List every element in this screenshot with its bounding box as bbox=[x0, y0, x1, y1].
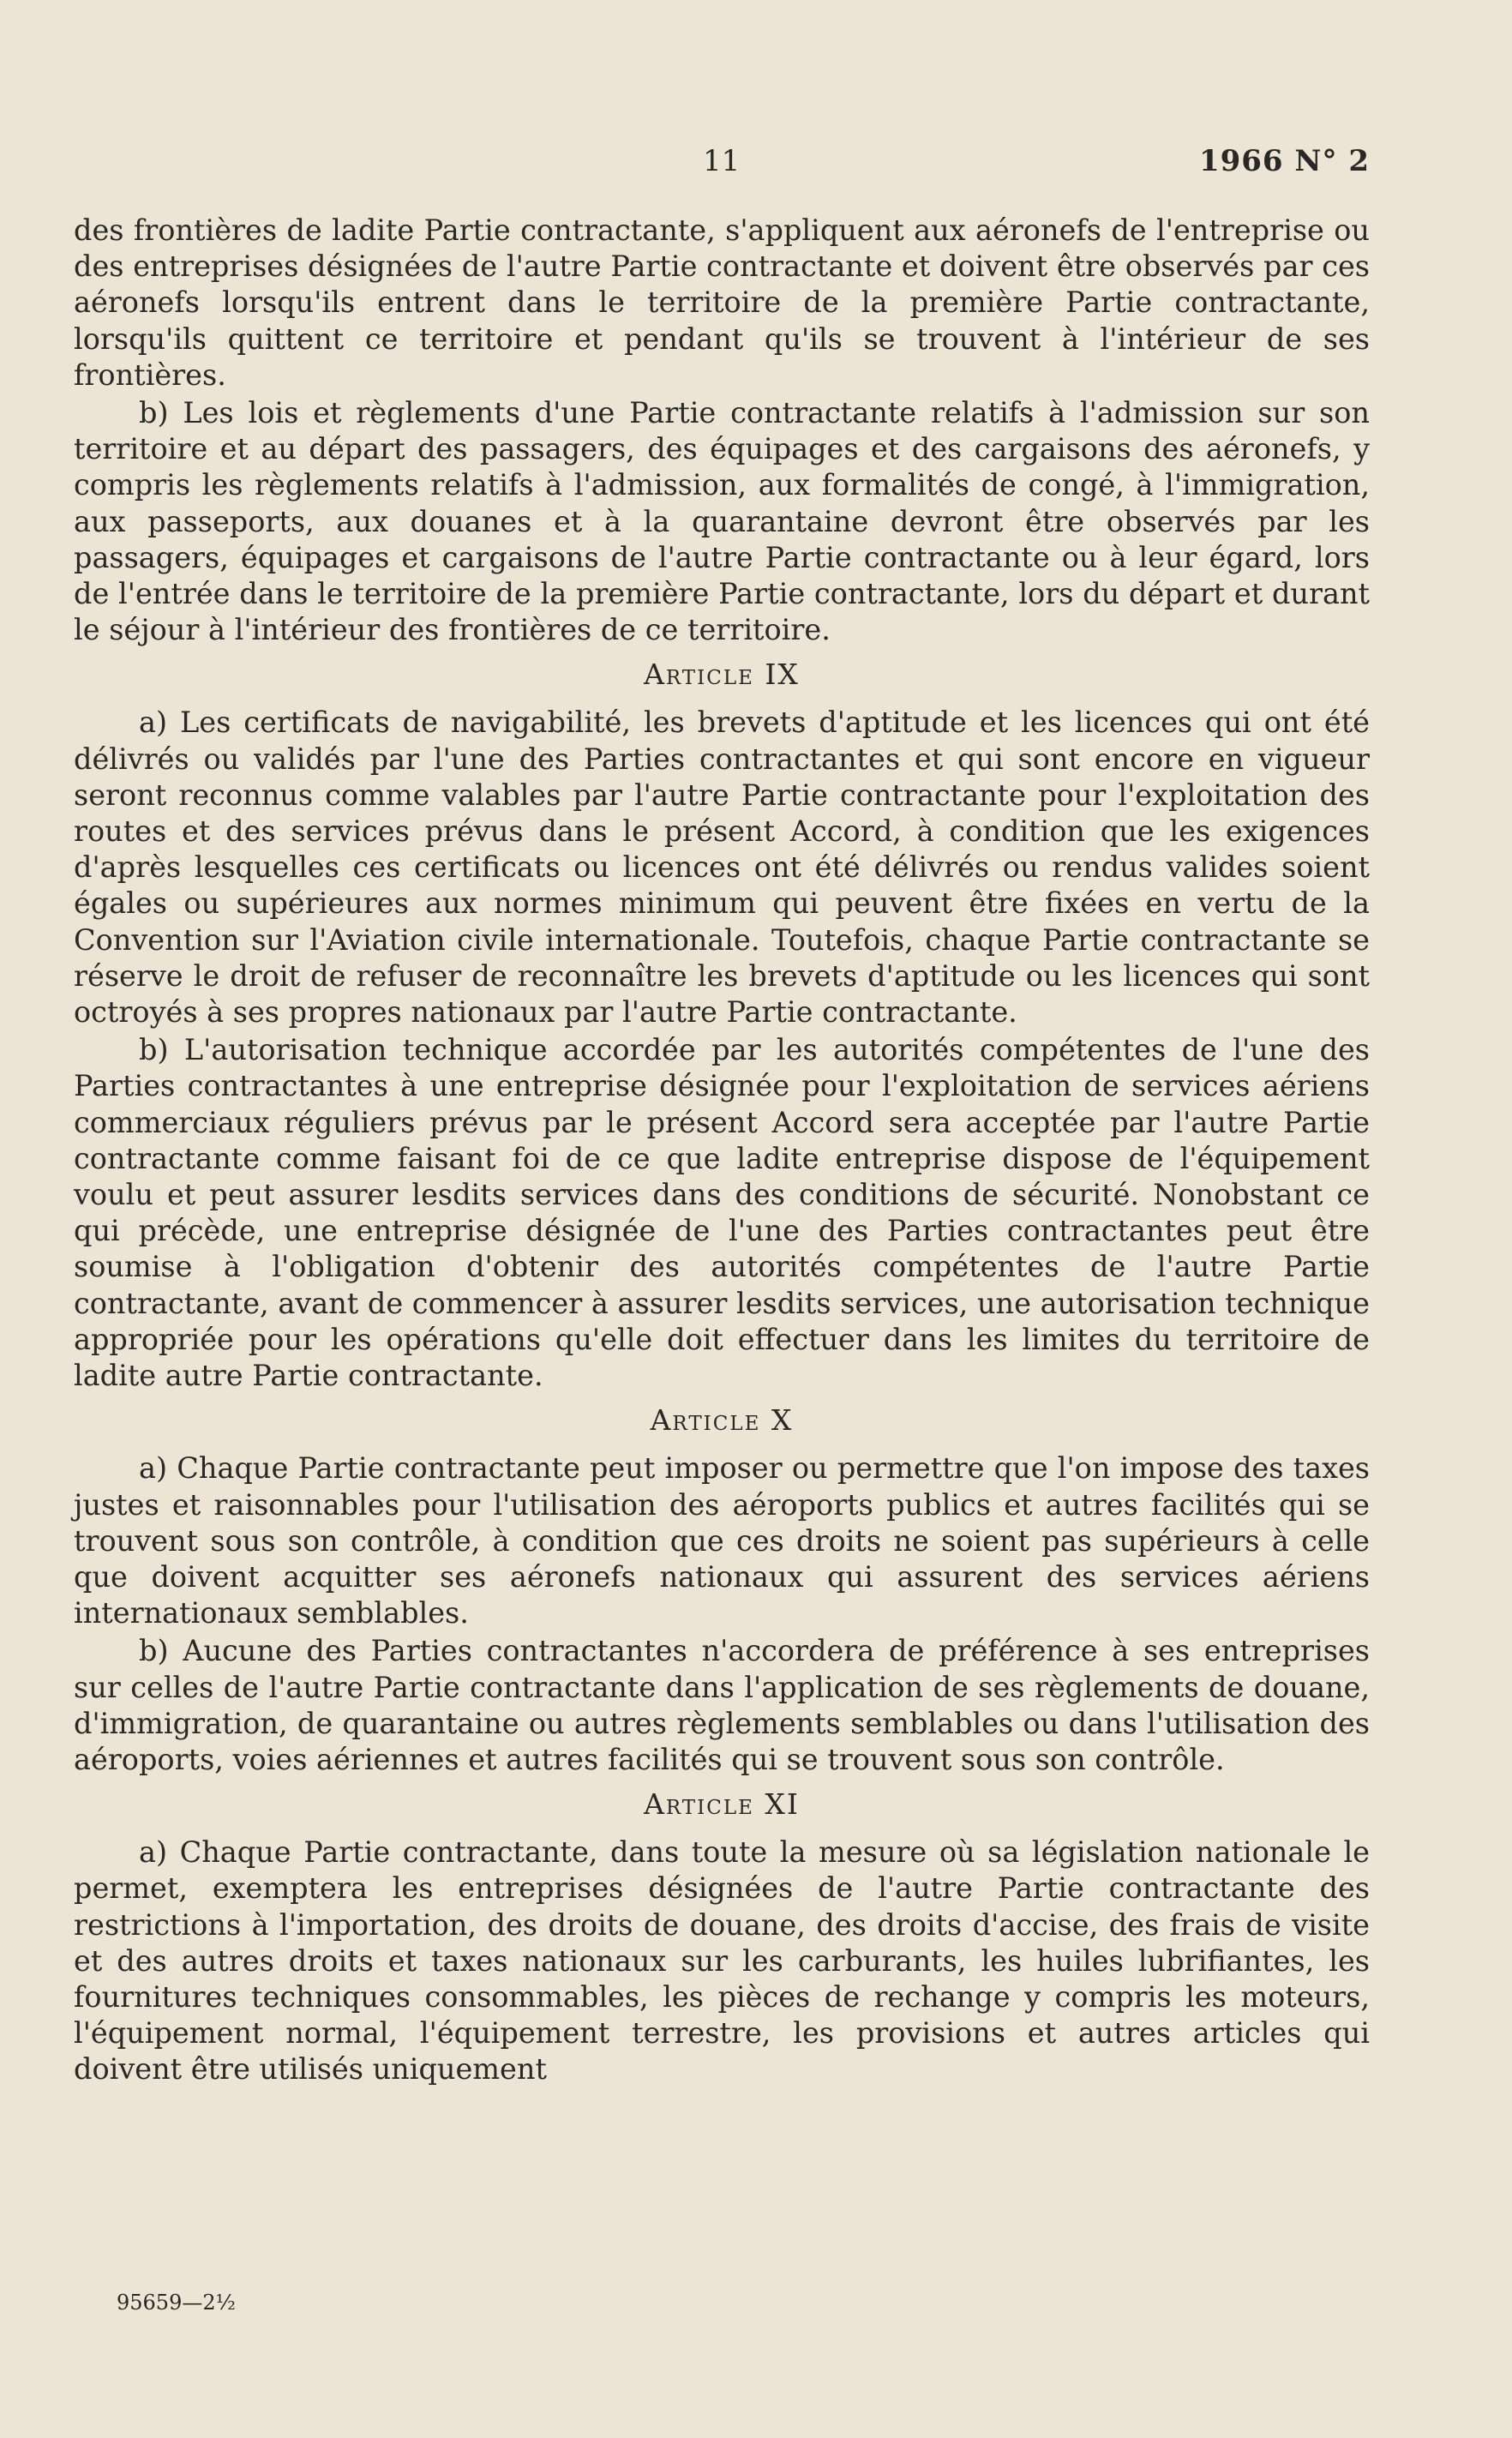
paragraph-8b: b) Les lois et règlements d'une Partie contractante relatifs à l'admission sur son territoire et au départ des passagers, des équipages et des cargaisons des aéronefs, y compris les règlements relatifs à l'admission, aux formalités de congé, à l'immigration, aux passeports, aux douanes et à la quarantaine devront être observés par les passagers, équipages et cargaisons de l'autre Partie contractante ou à leur égard, lors de l'entrée dans le territoire de la première Partie contractante, lors du départ et durant le séjour à l'intérieur des frontières de ce territoire. bbox=[74, 396, 1370, 647]
article-10-heading: Article X bbox=[650, 1403, 794, 1438]
paragraph-9b: b) L'autorisation technique accordée par les autorités compétentes de l'une des Parties contractantes à une entreprise désignée pour l'exploitation de services aériens commerciaux réguliers prévus par le présent Accord sera acceptée par l'autre Partie contractante comme faisant foi de ce que ladite entreprise dispose de l'équipement voulu et peut assurer lesdits services dans des conditions de sécurité. Nonobstant ce qui précède, une entreprise désignée de l'une des Parties contractantes peut être soumise à l'obligation d'obtenir des autorités compétentes de l'autre Partie contractante, avant de commencer à assurer lesdits services, une autorisation technique appropriée pour les opérations qu'elle doit effectuer dans les limites du territoire de ladite autre Partie contractante. bbox=[74, 1033, 1370, 1393]
paragraph-11a: a) Chaque Partie contractante, dans toute la mesure où sa législation nationale le permet, exemptera les entreprises désignées de l'autre Partie contractante des restrictions à l'importation, des droits de douane, des droits d'accise, des frais de visite et des autres droits et taxes nationaux sur les carburants, les huiles lubrifiantes, les fournitures techniques consommables, les pièces de rechange y compris les moteurs, l'équipement normal, l'équipement terrestre, les provisions et autres articles qui doivent être utilisés uniquement bbox=[74, 1835, 1370, 2087]
paragraph-9a: a) Les certificats de navigabilité, les brevets d'aptitude et les licences qui ont été délivrés ou validés par l'une des Parties contractantes et qui sont encore en vigueur seront reconnus comme valables par l'autre Partie contractante pour l'exploitation des routes et des services prévus dans le présent Accord, à condition que les exigences d'après lesquelles ces certificats ou licences ont été délivrés ou rendus valides soient égales ou supérieures aux normes minimum qui peuvent être fixées en vertu de la Convention sur l'Aviation civile internationale. Toutefois, chaque Partie contractante se réserve le droit de refuser de reconnaître les brevets d'aptitude ou les licences qui sont octroyés à ses propres nationaux par l'autre Partie contractante. bbox=[74, 706, 1370, 1030]
document-body bbox=[74, 213, 1370, 2088]
paragraph-continuation: des frontières de ladite Partie contractante, s'appliquent aux aéronefs de l'entreprise ou des entreprises désignées de l'autre Partie contractante et doivent être observés par ces aéronefs lorsqu'ils entrent dans le territoire de la première Partie contractante, lorsqu'ils quittent ce territoire et pendant qu'ils se trouvent à l'intérieur de ses frontières. bbox=[74, 213, 1370, 392]
page-header bbox=[0, 144, 1512, 187]
paragraph-10b: b) Aucune des Parties contractantes n'accordera de préférence à ses entreprises sur celles de l'autre Partie contractante dans l'application de ses règlements de douane, d'immigration, de quarantaine ou autres règlements semblables ou dans l'utilisation des aéroports, voies aériennes et autres facilités qui se trouvent sous son contrôle. bbox=[74, 1634, 1370, 1776]
article-9-heading: Article IX bbox=[644, 658, 800, 692]
issue-label: 1966 N° 2 bbox=[1198, 144, 1370, 178]
page-number: 11 bbox=[703, 144, 741, 178]
paragraph-10a: a) Chaque Partie contractante peut imposer ou permettre que l'on impose des taxes justes et raisonnables pour l'utilisation des aéroports publics et autres facilités qui se trouvent sous son contrôle, à condition que ces droits ne soient pas supérieurs à celle que doivent acquitter ses aéronefs nationaux qui assurent des services aériens internationaux semblables. bbox=[74, 1451, 1370, 1630]
article-11-heading: Article XI bbox=[644, 1787, 800, 1822]
print-code: 95659—2½ bbox=[117, 2291, 236, 2315]
